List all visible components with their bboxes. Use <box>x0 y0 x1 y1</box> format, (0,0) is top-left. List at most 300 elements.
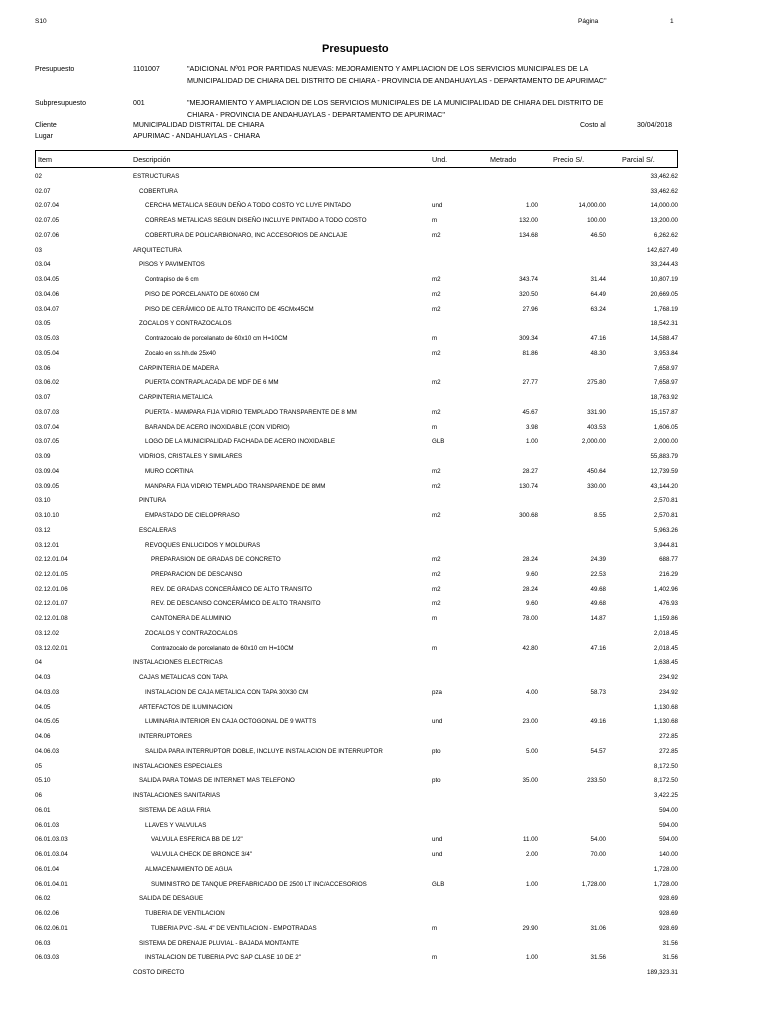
row-precio: 233.50 <box>587 777 606 785</box>
header-item: Item <box>38 155 52 164</box>
row-description: ZOCALOS Y CONTRAZOCALOS <box>145 629 238 637</box>
row-item-code: 03.05.04 <box>35 349 60 357</box>
table-row <box>0 790 768 804</box>
row-metrado: 45.67 <box>522 408 538 416</box>
row-unit: m2 <box>432 571 441 578</box>
row-description: TUBERIA DE VENTILACION <box>145 910 225 918</box>
row-description: CERCHA METALICA SEGUN DEÑO A TODO COSTO YC LUYE PINTADO <box>145 202 351 210</box>
row-item-code: 04.06.03 <box>35 747 60 755</box>
row-item-code: 03.07.05 <box>35 438 60 446</box>
row-description: INTERRUPTORES <box>139 733 192 741</box>
row-description: INSTALACION DE CAJA METALICA CON TAPA 30X30 CM <box>145 688 309 696</box>
row-description: SALIDA PARA INTERRUPTOR DOBLE, INCLUYE INSTALACION DE INTERRUPTOR <box>145 747 383 755</box>
row-description: ALMACENAMIENTO DE AGUA <box>145 865 233 873</box>
row-metrado: 28.27 <box>522 467 538 475</box>
row-unit: m <box>432 615 438 623</box>
row-parcial: 33,462.62 <box>650 173 678 180</box>
row-unit: m2 <box>432 467 441 475</box>
table-row <box>0 731 768 745</box>
row-unit: m2 <box>432 512 441 520</box>
row-item-code: 03.04 <box>35 261 51 269</box>
row-description: REV. DE GRADAS CONCERÁMICO DE ALTO TRANSITO <box>151 585 312 593</box>
table-row <box>0 657 768 671</box>
table-row <box>0 377 768 391</box>
row-unit: und <box>432 718 443 726</box>
row-parcial: 14,588.47 <box>650 335 678 343</box>
table-row <box>0 348 768 362</box>
row-parcial: 688.77 <box>659 556 678 564</box>
row-parcial: 476.93 <box>659 600 678 608</box>
row-precio: 49.68 <box>590 600 606 608</box>
row-description: ZOCALOS Y CONTRAZOCALOS <box>139 320 232 328</box>
row-parcial: 43,144.20 <box>650 482 678 490</box>
row-description: LUMINARIA INTERIOR EN CAJA OCTOGONAL DE 9 WATTS <box>145 718 317 726</box>
table-row <box>0 643 768 657</box>
row-metrado: 1.00 <box>525 202 538 210</box>
row-parcial: 18,763.92 <box>650 394 678 402</box>
table-row <box>0 495 768 509</box>
row-parcial: 1,638.45 <box>653 659 678 667</box>
row-metrado: 9.60 <box>525 600 538 608</box>
table-row <box>0 363 768 377</box>
row-description: PUERTA CONTRAPLACADA DE MDF DE 6 MM <box>145 379 279 387</box>
row-item-code: 03.10.10 <box>35 512 60 520</box>
row-unit: GLB <box>432 880 445 888</box>
row-precio: 47.16 <box>590 335 606 343</box>
row-parcial: 928.69 <box>659 895 678 903</box>
row-description: EMPASTADO DE CIELOPRRASO <box>145 512 240 520</box>
row-unit: m2 <box>432 290 441 298</box>
row-parcial: 31.56 <box>662 939 678 947</box>
row-description: COBERTURA <box>139 187 178 195</box>
row-precio: 14,000.00 <box>578 202 606 210</box>
row-metrado: 1.00 <box>525 954 538 962</box>
row-parcial: 928.69 <box>659 924 678 932</box>
row-parcial: 2,570.81 <box>653 512 678 520</box>
row-parcial: 272.85 <box>659 733 678 741</box>
row-description: SALIDA PARA TOMAS DE INTERNET MAS TELEFONO <box>139 777 295 785</box>
row-precio: 22.53 <box>590 571 606 578</box>
row-item-code: 02.07.06 <box>35 231 60 239</box>
row-description: VIDRIOS, CRISTALES Y SIMILARES <box>139 453 243 461</box>
row-description: LLAVES Y VALVULAS <box>145 821 207 829</box>
row-parcial: 2,018.45 <box>653 629 678 637</box>
table-row <box>0 849 768 863</box>
row-parcial: 33,244.43 <box>650 261 678 269</box>
row-metrado: 27.77 <box>522 379 538 387</box>
row-precio: 2,000.00 <box>581 438 606 446</box>
row-item-code: 02.12.01.08 <box>35 615 68 623</box>
row-description: INSTALACIONES ESPECIALES <box>133 762 223 770</box>
report-code: S10 <box>35 18 47 25</box>
row-parcial: 15,157.87 <box>650 408 678 416</box>
row-item-code: 02.12.01.07 <box>35 600 68 608</box>
row-precio: 58.73 <box>590 688 606 696</box>
row-parcial: 216.29 <box>659 571 678 578</box>
row-item-code: 06.01 <box>35 806 51 814</box>
row-item-code: 03.09.04 <box>35 467 60 475</box>
row-metrado: 343.74 <box>519 276 538 284</box>
row-item-code: 03 <box>35 246 42 254</box>
table-row <box>0 613 768 627</box>
table-row <box>0 761 768 775</box>
table-row <box>0 820 768 834</box>
row-item-code: 06.01.03 <box>35 821 60 829</box>
row-metrado: 300.68 <box>519 512 538 520</box>
table-row <box>0 215 768 229</box>
row-parcial: 31.56 <box>662 954 678 962</box>
table-row <box>0 584 768 598</box>
row-description: MURO CORTINA <box>145 467 194 475</box>
table-row <box>0 893 768 907</box>
table-row <box>0 274 768 288</box>
row-description: ESTRUCTURAS <box>133 173 180 180</box>
row-description: CORREAS METALICAS SEGUN DISEÑO INCLUYE PINTADO A TODO COSTO <box>145 217 367 225</box>
table-row <box>0 938 768 952</box>
row-description: COSTO DIRECTO <box>133 969 185 976</box>
table-row <box>0 554 768 568</box>
row-description: PINTURA <box>139 497 167 505</box>
row-precio: 31.06 <box>590 924 606 932</box>
row-description: CAJAS METALICAS CON TAPA <box>139 674 228 682</box>
row-parcial: 272.85 <box>659 747 678 755</box>
row-description: REV. DE DESCANSO CONCERÁMICO DE ALTO TRANSITO <box>151 600 321 608</box>
row-unit: pto <box>432 777 441 785</box>
row-description: VALVULA CHECK DE BRONCE 3/4" <box>151 851 252 859</box>
row-metrado: 5.00 <box>525 747 538 755</box>
row-metrado: 2.00 <box>525 851 538 859</box>
row-item-code: 06 <box>35 792 42 800</box>
row-item-code: 03.12 <box>35 526 51 534</box>
row-precio: 330.00 <box>587 482 606 490</box>
row-parcial: 594.00 <box>659 836 678 844</box>
table-row <box>0 422 768 436</box>
row-item-code: 02.12.01.04 <box>35 556 68 564</box>
table-row <box>0 672 768 686</box>
table-row <box>0 436 768 450</box>
row-unit: m2 <box>432 379 441 387</box>
row-item-code: 06.03 <box>35 939 51 947</box>
cliente-value: MUNICIPALIDAD DISTRITAL DE CHIARA <box>133 122 265 129</box>
page-label: Página <box>578 18 599 25</box>
row-parcial: 1,159.86 <box>653 615 678 623</box>
row-precio: 49.16 <box>590 718 606 726</box>
row-unit: pto <box>432 747 441 755</box>
table-row <box>0 318 768 332</box>
row-metrado: 4.00 <box>525 688 538 696</box>
row-unit: pza <box>432 688 442 696</box>
costo-date: 30/04/2018 <box>637 122 673 129</box>
row-description: PISOS Y PAVIMENTOS <box>139 261 205 269</box>
subpresupuesto-label: Subpresupuesto <box>35 100 86 107</box>
row-description: Contrazocalo de porcelanato de 60x10 cm H=10CM <box>145 335 288 343</box>
row-description: COBERTURA DE POLICARBIONARO, INC ACCESORIOS DE ANCLAJE <box>145 231 348 239</box>
row-item-code: 03.05 <box>35 320 51 328</box>
row-description: CARPINTERIA DE MADERA <box>139 364 219 372</box>
header-metrado: Metrado <box>490 155 517 164</box>
table-row <box>0 304 768 318</box>
row-description: ESCALERAS <box>139 526 177 534</box>
row-precio: 46.50 <box>590 231 606 239</box>
row-metrado: 320.50 <box>519 290 538 298</box>
row-parcial: 3,953.84 <box>653 349 678 357</box>
row-parcial: 234.92 <box>659 674 678 682</box>
row-precio: 8.55 <box>593 512 606 520</box>
table-row <box>0 716 768 730</box>
row-description: PISO DE PORCELANATO DE 60X60 CM <box>145 290 260 298</box>
row-description: ARQUITECTURA <box>133 246 182 254</box>
cliente-label: Cliente <box>35 122 57 129</box>
row-parcial: 8,172.50 <box>653 762 678 770</box>
row-item-code: 04.05 <box>35 703 51 711</box>
header-und: Und. <box>432 155 448 164</box>
row-metrado: 11.00 <box>522 836 538 844</box>
row-parcial: 7,658.97 <box>653 364 678 372</box>
row-metrado: 29.90 <box>522 924 538 932</box>
row-parcial: 594.00 <box>659 806 678 814</box>
row-unit: m2 <box>432 585 441 593</box>
row-parcial: 189,323.31 <box>647 969 678 976</box>
row-precio: 54.00 <box>590 836 606 844</box>
row-description: BARANDA DE ACERO INOXIDABLE (CON VIDRIO) <box>145 423 290 431</box>
row-description: LOGO DE LA MUNICIPALIDAD FACHADA DE ACERO INOXIDABLE <box>145 438 336 446</box>
row-parcial: 3,422.25 <box>653 792 678 800</box>
row-parcial: 33,462.62 <box>650 187 678 195</box>
table-row <box>0 923 768 937</box>
row-description: PUERTA - MAMPARA FIJA VIDRIO TEMPLADO TRANSPARENTE DE 8 MM <box>145 408 357 416</box>
row-item-code: 04.06 <box>35 733 51 741</box>
row-precio: 70.00 <box>590 851 606 859</box>
row-precio: 31.56 <box>590 954 606 962</box>
table-row <box>0 333 768 347</box>
table-row <box>0 746 768 760</box>
table-row <box>0 200 768 214</box>
row-item-code: 03.04.07 <box>35 305 60 313</box>
row-unit: m2 <box>432 556 441 564</box>
row-description: CANTONERA DE ALUMINIO <box>151 615 231 623</box>
row-metrado: 1.00 <box>525 438 538 446</box>
row-item-code: 06.01.03.03 <box>35 836 68 844</box>
row-metrado: 23.00 <box>522 718 538 726</box>
row-parcial: 140.00 <box>659 851 678 859</box>
row-description: REVOQUES ENLUCIDOS Y MOLDURAS <box>145 541 261 549</box>
table-row <box>0 451 768 465</box>
row-parcial: 13,200.00 <box>650 217 678 225</box>
table-row <box>0 864 768 878</box>
row-parcial: 1,728.00 <box>653 865 678 873</box>
lugar-label: Lugar <box>35 133 53 140</box>
row-item-code: 06.01.03.04 <box>35 851 68 859</box>
row-item-code: 03.06 <box>35 364 51 372</box>
presupuesto-label: Presupuesto <box>35 66 75 73</box>
table-row <box>0 186 768 200</box>
row-precio: 403.53 <box>587 423 606 431</box>
row-parcial: 1,728.00 <box>653 880 678 888</box>
table-row <box>0 171 768 185</box>
row-item-code: 03.07.03 <box>35 408 60 416</box>
row-precio: 64.49 <box>590 290 606 298</box>
table-row <box>0 628 768 642</box>
table-row <box>0 908 768 922</box>
costo-label: Costo al <box>580 122 606 129</box>
row-unit: m2 <box>432 408 441 416</box>
row-precio: 1,728.00 <box>581 880 606 888</box>
header-descripcion: Descripción <box>133 155 171 164</box>
row-parcial: 18,542.31 <box>650 320 678 328</box>
table-row <box>0 598 768 612</box>
row-unit: m2 <box>432 231 441 239</box>
row-parcial: 1,402.96 <box>653 585 678 593</box>
row-item-code: 02.07.05 <box>35 217 60 225</box>
row-item-code: 03.04.05 <box>35 276 60 284</box>
row-parcial: 234.92 <box>659 688 678 696</box>
row-parcial: 2,018.45 <box>653 644 678 652</box>
row-metrado: 130.74 <box>519 482 538 490</box>
row-item-code: 03.07.04 <box>35 423 60 431</box>
lugar-value: APURIMAC - ANDAHUAYLAS - CHIARA <box>133 133 261 140</box>
row-precio: 331.90 <box>587 408 606 416</box>
row-item-code: 03.12.02.01 <box>35 644 68 652</box>
row-unit: GLB <box>432 438 445 446</box>
row-unit: und <box>432 836 443 844</box>
row-parcial: 1,130.68 <box>653 718 678 726</box>
row-item-code: 02.12.01.06 <box>35 585 68 593</box>
row-description: CARPINTERIA METALICA <box>139 394 213 402</box>
row-precio: 48.30 <box>590 349 606 357</box>
row-unit: und <box>432 202 443 210</box>
subpresupuesto-description: "MEJORAMIENTO Y AMPLIACION DE LOS SERVICIOS MUNICIPALES DE LA MUNICIPALIDAD DE CHIARA DEL DISTRITO DE CHIARA - PROVINCIA DE ANDAHUAYLAS - DEPARTAMENTO DE APURIMAC" <box>187 98 604 119</box>
row-item-code: 03.09.05 <box>35 482 60 490</box>
row-description: Zocalo en ss.hh.de 25x40 <box>145 349 216 357</box>
table-row <box>0 245 768 259</box>
row-parcial: 55,883.79 <box>650 453 678 461</box>
table-row <box>0 702 768 716</box>
row-metrado: 9.60 <box>525 571 538 578</box>
row-unit: m2 <box>432 305 441 313</box>
row-precio: 31.44 <box>590 276 606 284</box>
row-precio: 14.87 <box>590 615 606 623</box>
row-description: INSTALACION DE TUBERIA PVC SAP CLASE 10 DE 2" <box>145 954 301 962</box>
row-unit: m2 <box>432 482 441 490</box>
table-row <box>0 525 768 539</box>
row-item-code: 02.12.01.05 <box>35 571 68 578</box>
row-description: Contrapiso de 6 cm <box>145 276 199 284</box>
row-metrado: 28.24 <box>522 556 538 564</box>
table-row <box>0 540 768 554</box>
table-row <box>0 510 768 524</box>
row-parcial: 1,130.68 <box>653 703 678 711</box>
row-precio: 63.24 <box>590 305 606 313</box>
row-precio: 24.39 <box>590 556 606 564</box>
row-unit: m <box>432 644 438 652</box>
page-title: Presupuesto <box>322 43 389 55</box>
row-precio: 54.57 <box>590 747 606 755</box>
row-unit: m <box>432 954 438 962</box>
row-description: INSTALACIONES ELECTRICAS <box>133 659 223 667</box>
row-item-code: 02.07.04 <box>35 202 60 210</box>
row-item-code: 06.02.06 <box>35 910 60 918</box>
table-row <box>0 230 768 244</box>
row-metrado: 3.98 <box>525 423 538 431</box>
row-parcial: 8,172.50 <box>653 777 678 785</box>
row-unit: m2 <box>432 600 441 608</box>
presupuesto-description: "ADICIONAL Nº01 POR PARTIDAS NUEVAS: MEJORAMIENTO Y AMPLIACION DE LOS SERVICIOS MUNICIPALES DE LA MUNICIPALIDAD DE CHIARA DEL DISTRITO DE CHIARA - PROVINCIA DE ANDAHUAYLAS - DEPARTAMENTO DE APURIMAC" <box>187 64 607 85</box>
row-description: Contrazocalo de porcelanato de 60x10 cm H=10CM <box>151 644 294 652</box>
page-number: 1 <box>670 18 674 25</box>
row-parcial: 7,658.97 <box>653 379 678 387</box>
table-row <box>0 834 768 848</box>
table-row <box>0 952 768 966</box>
table-row <box>0 687 768 701</box>
row-metrado: 42.80 <box>522 644 538 652</box>
row-item-code: 05 <box>35 762 42 770</box>
row-parcial: 5,963.26 <box>653 526 678 534</box>
row-item-code: 04.03.03 <box>35 688 60 696</box>
row-parcial: 594.00 <box>659 821 678 829</box>
row-precio: 100.00 <box>587 217 606 225</box>
row-item-code: 03.06.02 <box>35 379 60 387</box>
row-unit: m <box>432 924 438 932</box>
row-description: PISO DE CERÁMICO DE ALTO TRANCITO DE 45CMx45CM <box>145 305 314 313</box>
row-parcial: 1,768.19 <box>653 305 678 313</box>
table-row <box>0 466 768 480</box>
row-precio: 47.16 <box>590 644 606 652</box>
row-parcial: 12,739.59 <box>650 467 678 475</box>
row-metrado: 27.96 <box>522 305 538 313</box>
row-item-code: 06.02 <box>35 895 51 903</box>
presupuesto-code: 1101007 <box>133 66 160 73</box>
row-description: VALVULA ESFERICA BB DE 1/2" <box>151 836 243 844</box>
row-parcial: 10,807.19 <box>650 276 678 284</box>
row-description: TUBERIA PVC -SAL 4" DE VENTILACION - EMPOTRADAS <box>151 924 317 932</box>
row-item-code: 03.05.03 <box>35 335 60 343</box>
row-item-code: 04.03 <box>35 674 51 682</box>
row-parcial: 14,000.00 <box>650 202 678 210</box>
row-parcial: 2,000.00 <box>653 438 678 446</box>
row-unit: m2 <box>432 349 441 357</box>
row-item-code: 03.09 <box>35 453 51 461</box>
row-item-code: 04.05.05 <box>35 718 60 726</box>
row-metrado: 78.00 <box>522 615 538 623</box>
table-row <box>0 569 768 583</box>
row-item-code: 02.07 <box>35 187 51 195</box>
row-parcial: 3,944.81 <box>653 541 678 549</box>
row-description: SISTEMA DE AGUA FRIA <box>139 806 211 814</box>
row-parcial: 1,606.05 <box>653 423 678 431</box>
row-item-code: 06.02.06.01 <box>35 924 68 932</box>
row-item-code: 03.12.02 <box>35 629 60 637</box>
row-item-code: 04 <box>35 659 42 667</box>
row-metrado: 35.00 <box>522 777 538 785</box>
row-parcial: 2,570.81 <box>653 497 678 505</box>
row-description: SISTEMA DE DRENAJE PLUVIAL - BAJADA MONTANTE <box>139 939 299 947</box>
table-row <box>0 392 768 406</box>
row-description: ARTEFACTOS DE ILUMINACION <box>139 703 233 711</box>
row-unit: m2 <box>432 276 441 284</box>
row-metrado: 134.68 <box>519 231 538 239</box>
row-item-code: 06.03.03 <box>35 954 60 962</box>
row-precio: 450.64 <box>587 467 606 475</box>
row-parcial: 6,262.62 <box>653 231 678 239</box>
row-unit: und <box>432 851 443 859</box>
row-metrado: 132.00 <box>519 217 538 225</box>
subpresupuesto-code: 001 <box>133 100 145 107</box>
row-description: SUMINISTRO DE TANQUE PREFABRICADO DE 2500 LT INC/ACCESORIOS <box>151 880 367 888</box>
row-item-code: 03.07 <box>35 394 51 402</box>
row-unit: m <box>432 335 438 343</box>
row-item-code: 03.04.06 <box>35 290 60 298</box>
row-description: SALIDA DE DESAGUE <box>139 895 203 903</box>
